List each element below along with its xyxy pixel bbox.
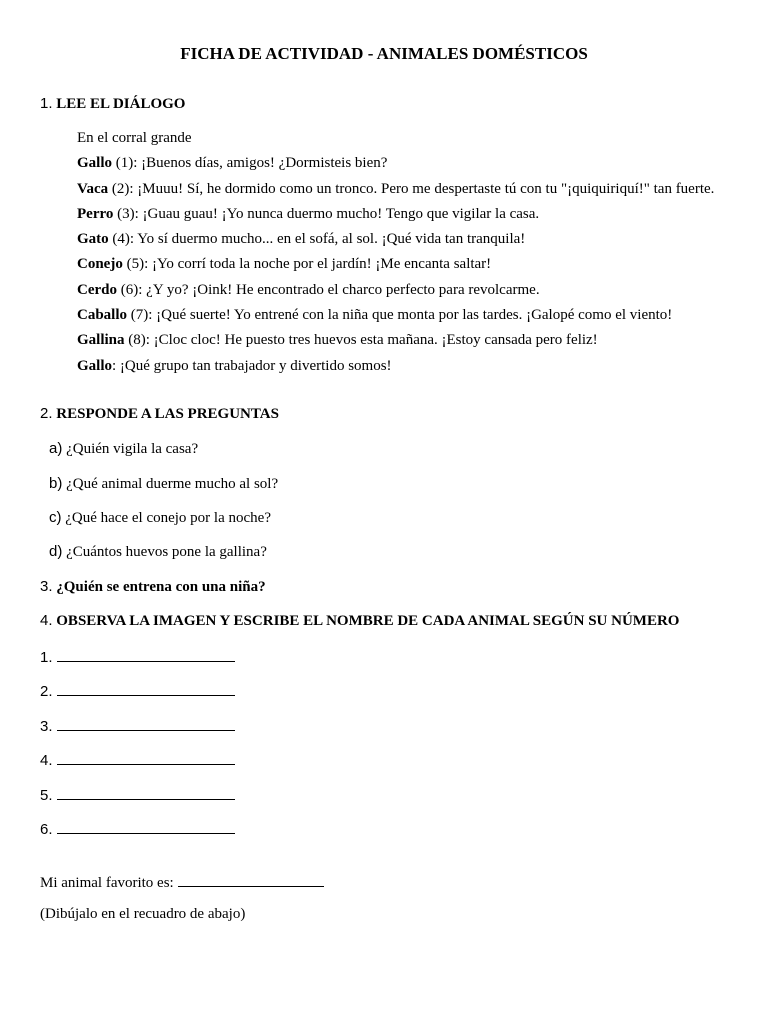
speaker-name: Perro	[77, 205, 114, 222]
dialogue-text: : ¿Y yo? ¡Oink! He encontrado el charco perfecto para revolcarme.	[138, 281, 540, 298]
answer-blank[interactable]	[57, 750, 235, 765]
section-2-heading	[40, 405, 279, 423]
speaker-number: (6)	[117, 281, 139, 298]
section-1-number: 1.	[40, 95, 53, 112]
worksheet-title: FICHA DE ACTIVIDAD - ANIMALES DOMÉSTICOS	[180, 44, 588, 63]
answer-blank[interactable]	[57, 681, 235, 696]
question-letter: d)	[49, 543, 63, 560]
answer-line-6	[40, 819, 235, 839]
speaker-number: (8)	[124, 332, 146, 349]
question-letter: c)	[49, 509, 62, 526]
answer-number: 2.	[40, 683, 53, 700]
answer-number: 4.	[40, 752, 53, 769]
section-2-title: RESPONDE A LAS PREGUNTAS	[56, 406, 279, 422]
section-2-number: 2.	[40, 405, 53, 422]
answer-line-2	[40, 681, 235, 701]
speaker-name: Cerdo	[77, 281, 117, 298]
speaker-name: Gallina	[77, 332, 125, 349]
speaker-name: Vaca	[77, 180, 109, 197]
dialogue-text: : ¡Yo corrí toda la noche por el jardín! ¡Me encanta saltar!	[144, 256, 492, 273]
dialogue-text: : ¡Cloc cloc! He puesto tres huevos esta mañana. ¡Estoy cansada pero feliz!	[145, 332, 598, 349]
dialogue-text: : Yo sí duermo mucho... en el sofá, al sol. ¡Qué vida tan tranquila!	[129, 231, 526, 248]
speaker-number: (5)	[122, 256, 145, 273]
section-4-title: OBSERVA LA IMAGEN Y ESCRIBE EL NOMBRE DE CADA ANIMAL SEGÚN SU NÚMERO	[56, 613, 680, 629]
dialogue-line	[77, 252, 726, 277]
question-text: ¿Qué animal duerme mucho al sol?	[66, 476, 279, 492]
question-letter: a)	[49, 440, 63, 457]
question-c	[49, 509, 271, 527]
answer-line-1	[40, 647, 235, 667]
question-letter: b)	[49, 475, 63, 492]
section-4-number: 4.	[40, 612, 53, 629]
speaker-number: (1)	[112, 155, 134, 172]
speaker-name: Conejo	[77, 256, 123, 273]
answer-line-3	[40, 716, 235, 736]
answer-blank[interactable]	[57, 785, 235, 800]
answer-blank[interactable]	[57, 647, 235, 662]
answer-number: 6.	[40, 821, 53, 838]
question-text: ¿Qué hace el conejo por la noche?	[65, 510, 271, 526]
answer-line-4	[40, 750, 235, 770]
draw-instruction: (Dibújalo en el recuadro de abajo)	[40, 906, 246, 922]
speaker-name: Caballo	[77, 307, 128, 324]
answer-blank[interactable]	[57, 819, 235, 834]
speaker-name: Gallo	[77, 357, 113, 374]
dialogue-text: : ¡Buenos días, amigos! ¿Dormisteis bien?	[133, 155, 388, 172]
question-text: ¿Quién vigila la casa?	[66, 441, 199, 457]
dialogue-text: : ¡Qué grupo tan trabajador y divertido somos!	[112, 357, 392, 374]
dialogue-block	[77, 126, 726, 379]
answer-blank[interactable]	[57, 716, 235, 731]
answer-number: 1.	[40, 649, 53, 666]
dialogue-text: : ¡Qué suerte! Yo entrené con la niña que monta por las tardes. ¡Galopé como el viento!	[148, 307, 673, 324]
dialogue-line	[77, 151, 726, 176]
dialogue-intro: En el corral grande	[77, 130, 192, 146]
section-3-heading	[40, 578, 266, 596]
dialogue-line	[77, 303, 726, 328]
dialogue-line	[77, 177, 726, 202]
dialogue-line	[77, 227, 726, 252]
speaker-number: (7)	[127, 307, 149, 324]
question-d	[49, 543, 267, 561]
dialogue-text: : ¡Guau guau! ¡Yo nunca duermo mucho! Tengo que vigilar la casa.	[134, 205, 540, 222]
speaker-name: Gallo	[77, 155, 113, 172]
question-a	[49, 440, 198, 458]
answer-number: 5.	[40, 787, 53, 804]
section-1-heading	[40, 95, 185, 113]
question-b	[49, 475, 278, 493]
section-1-title: LEE EL DIÁLOGO	[56, 96, 186, 112]
section-3-title: ¿Quién se entrena con una niña?	[56, 579, 266, 595]
dialogue-line	[77, 328, 726, 353]
dialogue-line	[77, 202, 726, 227]
dialogue-text: : ¡Muuu! Sí, he dormido como un tronco. Pero me despertaste tú con tu "¡quiquiriquí!" tan fuerte.	[129, 180, 715, 197]
answer-line-5	[40, 785, 235, 805]
dialogue-line	[77, 354, 726, 379]
speaker-number: (2)	[108, 180, 130, 197]
answer-number: 3.	[40, 718, 53, 735]
section-3-number: 3.	[40, 578, 53, 595]
section-4-heading	[40, 612, 679, 630]
speaker-name: Gato	[77, 231, 109, 248]
favorite-label: Mi animal favorito es:	[40, 875, 174, 891]
favorite-blank[interactable]	[178, 872, 324, 887]
dialogue-line	[77, 278, 726, 303]
speaker-number: (4)	[108, 231, 130, 248]
speaker-number: (3)	[113, 205, 135, 222]
question-text: ¿Cuántos huevos pone la gallina?	[66, 544, 267, 560]
favorite-animal-line	[40, 872, 324, 892]
